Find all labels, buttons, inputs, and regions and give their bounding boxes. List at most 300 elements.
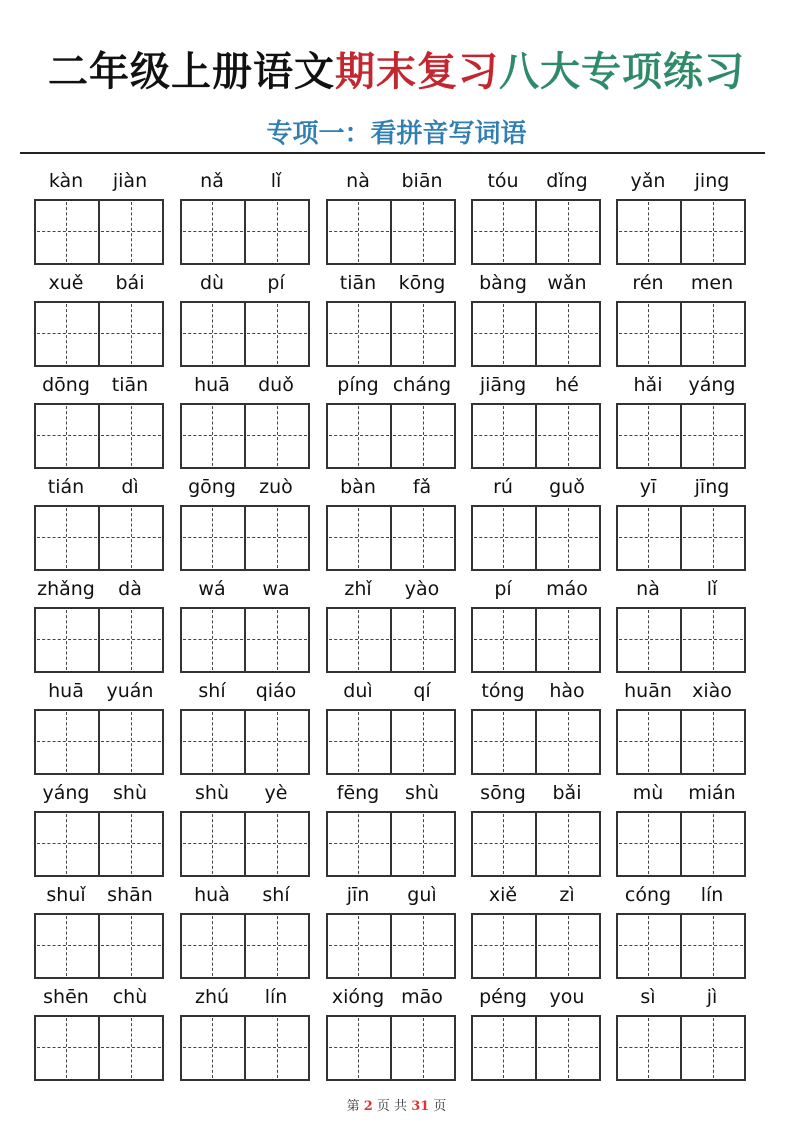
page-footer [0, 1095, 793, 1114]
pinyin-syllable: zhú [194, 986, 230, 1008]
guide-dashed-line [66, 202, 67, 262]
box-divider [98, 1017, 100, 1079]
box-divider [535, 915, 537, 977]
word-item [471, 165, 601, 267]
word-item [616, 777, 746, 879]
guide-dashed-line [212, 610, 213, 670]
guide-dashed-line [37, 231, 97, 232]
tianzige-writing-boxes[interactable] [471, 913, 601, 979]
tianzige-writing-boxes[interactable] [180, 505, 310, 571]
word-item [34, 471, 164, 573]
pinyin-syllable: mù [632, 782, 664, 804]
box-divider [244, 711, 246, 773]
word-item [34, 981, 164, 1083]
pinyin-syllable: tóu [487, 170, 519, 192]
guide-dashed-line [648, 202, 649, 262]
guide-dashed-line [212, 406, 213, 466]
pinyin-syllable: máo [546, 578, 588, 600]
box-divider [244, 813, 246, 875]
pinyin-syllable: zhǐ [344, 578, 372, 600]
word-item [471, 573, 601, 675]
guide-dashed-line [277, 406, 278, 466]
guide-dashed-line [503, 1018, 504, 1078]
pinyin-syllable: mián [688, 782, 736, 804]
box-divider [390, 915, 392, 977]
pinyin-syllable: jīng [694, 476, 730, 498]
guide-dashed-line [503, 610, 504, 670]
guide-dashed-line [648, 712, 649, 772]
tianzige-writing-boxes[interactable] [471, 301, 601, 367]
guide-dashed-line [423, 916, 424, 976]
guide-dashed-line [212, 304, 213, 364]
pinyin-syllable: biān [401, 170, 443, 192]
guide-dashed-line [358, 202, 359, 262]
word-item [616, 267, 746, 369]
guide-dashed-line [37, 945, 97, 946]
guide-dashed-line [648, 916, 649, 976]
guide-dashed-line [66, 916, 67, 976]
guide-dashed-line [37, 435, 97, 436]
box-divider [244, 507, 246, 569]
box-divider [390, 609, 392, 671]
pinyin-syllable: kàn [48, 170, 84, 192]
pinyin-syllable: dì [121, 476, 139, 498]
guide-dashed-line [474, 639, 534, 640]
guide-dashed-line [329, 945, 389, 946]
word-item [326, 573, 456, 675]
guide-dashed-line [358, 712, 359, 772]
tianzige-writing-boxes[interactable] [471, 199, 601, 265]
box-divider [680, 1017, 682, 1079]
pinyin-syllable: wǎn [547, 272, 587, 294]
word-item [180, 879, 310, 981]
pinyin-syllable: tián [47, 476, 85, 498]
tianzige-writing-boxes[interactable] [616, 505, 746, 571]
word-item [180, 675, 310, 777]
guide-dashed-line [423, 304, 424, 364]
pinyin-syllable: lín [264, 986, 288, 1008]
box-divider [535, 201, 537, 263]
pinyin-syllable: chù [112, 986, 148, 1008]
pinyin-syllable: xióng [331, 986, 385, 1008]
tianzige-writing-boxes[interactable] [616, 199, 746, 265]
box-divider [680, 201, 682, 263]
guide-dashed-line [66, 508, 67, 568]
pinyin-syllable: jing [694, 170, 730, 192]
guide-dashed-line [131, 916, 132, 976]
pinyin-syllable: guì [407, 884, 437, 906]
tianzige-writing-boxes[interactable] [326, 403, 456, 469]
box-divider [680, 507, 682, 569]
tianzige-writing-boxes[interactable] [471, 607, 601, 673]
guide-dashed-line [358, 508, 359, 568]
guide-dashed-line [423, 814, 424, 874]
box-divider [535, 711, 537, 773]
pinyin-syllable: shù [405, 782, 439, 804]
guide-dashed-line [568, 916, 569, 976]
word-item [326, 471, 456, 573]
guide-dashed-line [568, 610, 569, 670]
guide-dashed-line [212, 1018, 213, 1078]
guide-dashed-line [277, 1018, 278, 1078]
pinyin-syllable: fēng [336, 782, 380, 804]
word-item [326, 879, 456, 981]
guide-dashed-line [212, 508, 213, 568]
pinyin-syllable: xiě [488, 884, 518, 906]
guide-dashed-line [358, 1018, 359, 1078]
guide-dashed-line [37, 639, 97, 640]
guide-dashed-line [648, 610, 649, 670]
tianzige-writing-boxes[interactable] [471, 709, 601, 775]
word-item [34, 777, 164, 879]
pinyin-syllable: nà [346, 170, 370, 192]
pinyin-syllable: zuò [259, 476, 293, 498]
tianzige-writing-boxes[interactable] [471, 1015, 601, 1081]
pinyin-syllable: wá [198, 578, 226, 600]
pinyin-syllable: sōng [480, 782, 526, 804]
guide-dashed-line [423, 406, 424, 466]
tianzige-writing-boxes[interactable] [326, 811, 456, 877]
guide-dashed-line [358, 406, 359, 466]
pinyin-syllable: yào [404, 578, 440, 600]
pinyin-syllable: kōng [398, 272, 446, 294]
pinyin-syllable: rén [632, 272, 664, 294]
guide-dashed-line [619, 231, 679, 232]
tianzige-writing-boxes[interactable] [34, 301, 164, 367]
guide-dashed-line [423, 1018, 424, 1078]
box-divider [390, 201, 392, 263]
divider-line [20, 152, 765, 154]
guide-dashed-line [503, 814, 504, 874]
pinyin-syllable: gōng [188, 476, 236, 498]
guide-dashed-line [474, 333, 534, 334]
pinyin-syllable: māo [401, 986, 443, 1008]
guide-dashed-line [713, 712, 714, 772]
word-item [180, 573, 310, 675]
tianzige-writing-boxes[interactable] [34, 913, 164, 979]
word-item [326, 165, 456, 267]
pinyin-syllable: péng [479, 986, 527, 1008]
footer-total-pages: 31 [411, 1099, 430, 1114]
guide-dashed-line [329, 741, 389, 742]
pinyin-syllable: tiān [111, 374, 149, 396]
pinyin-syllable: men [690, 272, 734, 294]
guide-dashed-line [503, 202, 504, 262]
word-item [616, 471, 746, 573]
box-divider [98, 405, 100, 467]
pinyin-syllable: shù [113, 782, 147, 804]
box-divider [98, 813, 100, 875]
tianzige-writing-boxes[interactable] [34, 709, 164, 775]
guide-dashed-line [568, 712, 569, 772]
pinyin-syllable: huā [194, 374, 230, 396]
title-part-black: 二年级上册语文 [48, 48, 335, 95]
guide-dashed-line [183, 231, 243, 232]
footer-suffix: 页 [433, 1099, 447, 1114]
tianzige-writing-boxes[interactable] [616, 709, 746, 775]
pinyin-syllable: rú [493, 476, 513, 498]
pinyin-syllable: jīn [346, 884, 370, 906]
guide-dashed-line [503, 508, 504, 568]
pinyin-syllable: guǒ [549, 476, 585, 498]
guide-dashed-line [212, 814, 213, 874]
tianzige-writing-boxes[interactable] [34, 607, 164, 673]
guide-dashed-line [183, 333, 243, 334]
word-item [616, 981, 746, 1083]
tianzige-writing-boxes[interactable] [180, 301, 310, 367]
tianzige-writing-boxes[interactable] [616, 301, 746, 367]
word-item [180, 165, 310, 267]
tianzige-writing-boxes[interactable] [326, 709, 456, 775]
tianzige-writing-boxes[interactable] [34, 403, 164, 469]
pinyin-syllable: cháng [392, 374, 452, 396]
pinyin-syllable: lǐ [270, 170, 282, 192]
guide-dashed-line [619, 639, 679, 640]
guide-dashed-line [329, 435, 389, 436]
pinyin-syllable: yuán [106, 680, 154, 702]
footer-page-number: 2 [363, 1099, 373, 1114]
pinyin-syllable: fǎ [412, 476, 432, 498]
guide-dashed-line [619, 537, 679, 538]
word-item [34, 369, 164, 471]
box-divider [244, 609, 246, 671]
guide-dashed-line [568, 202, 569, 262]
word-item [616, 675, 746, 777]
word-item [616, 879, 746, 981]
guide-dashed-line [277, 610, 278, 670]
word-item [471, 471, 601, 573]
guide-dashed-line [423, 508, 424, 568]
guide-dashed-line [277, 202, 278, 262]
box-divider [535, 609, 537, 671]
tianzige-writing-boxes[interactable] [34, 505, 164, 571]
guide-dashed-line [474, 843, 534, 844]
pinyin-syllable: qiáo [255, 680, 297, 702]
tianzige-writing-boxes[interactable] [180, 607, 310, 673]
box-divider [535, 507, 537, 569]
tianzige-writing-boxes[interactable] [180, 1015, 310, 1081]
word-item [326, 777, 456, 879]
guide-dashed-line [474, 945, 534, 946]
box-divider [98, 303, 100, 365]
pinyin-syllable: bǎi [552, 782, 582, 804]
tianzige-writing-boxes[interactable] [471, 403, 601, 469]
word-item [180, 777, 310, 879]
pinyin-syllable: zhǎng [37, 578, 95, 600]
word-item [471, 369, 601, 471]
guide-dashed-line [503, 916, 504, 976]
tianzige-writing-boxes[interactable] [326, 913, 456, 979]
guide-dashed-line [66, 814, 67, 874]
guide-dashed-line [474, 741, 534, 742]
box-divider [680, 813, 682, 875]
guide-dashed-line [568, 1018, 569, 1078]
pinyin-syllable: bàng [479, 272, 527, 294]
pinyin-syllable: qí [413, 680, 431, 702]
guide-dashed-line [358, 916, 359, 976]
page-title [0, 40, 793, 97]
pinyin-syllable: pí [494, 578, 512, 600]
pinyin-syllable: shēn [43, 986, 89, 1008]
pinyin-syllable: shuǐ [46, 884, 86, 906]
guide-dashed-line [37, 843, 97, 844]
word-item [471, 879, 601, 981]
tianzige-writing-boxes[interactable] [471, 811, 601, 877]
guide-dashed-line [131, 202, 132, 262]
word-item [180, 981, 310, 1083]
tianzige-writing-boxes[interactable] [616, 403, 746, 469]
box-divider [680, 303, 682, 365]
tianzige-writing-boxes[interactable] [616, 913, 746, 979]
box-divider [244, 1017, 246, 1079]
pinyin-syllable: yáng [42, 782, 90, 804]
guide-dashed-line [503, 712, 504, 772]
guide-dashed-line [358, 610, 359, 670]
guide-dashed-line [37, 741, 97, 742]
tianzige-writing-boxes[interactable] [34, 811, 164, 877]
guide-dashed-line [37, 537, 97, 538]
guide-dashed-line [183, 945, 243, 946]
pinyin-syllable: zì [559, 884, 575, 906]
tianzige-writing-boxes[interactable] [34, 1015, 164, 1081]
tianzige-writing-boxes[interactable] [616, 1015, 746, 1081]
pinyin-syllable: shí [262, 884, 290, 906]
pinyin-syllable: lǐ [706, 578, 718, 600]
tianzige-writing-boxes[interactable] [180, 403, 310, 469]
word-item [326, 675, 456, 777]
guide-dashed-line [277, 814, 278, 874]
guide-dashed-line [66, 406, 67, 466]
tianzige-writing-boxes[interactable] [326, 505, 456, 571]
guide-dashed-line [37, 333, 97, 334]
tianzige-writing-boxes[interactable] [180, 811, 310, 877]
pinyin-syllable: tóng [481, 680, 525, 702]
box-divider [244, 915, 246, 977]
guide-dashed-line [183, 639, 243, 640]
word-item [471, 981, 601, 1083]
guide-dashed-line [66, 610, 67, 670]
word-item [616, 165, 746, 267]
guide-dashed-line [503, 304, 504, 364]
guide-dashed-line [358, 814, 359, 874]
guide-dashed-line [183, 537, 243, 538]
footer-prefix: 第 [346, 1099, 360, 1114]
word-item [180, 369, 310, 471]
pinyin-syllable: wa [262, 578, 290, 600]
guide-dashed-line [131, 814, 132, 874]
guide-dashed-line [648, 406, 649, 466]
guide-dashed-line [329, 537, 389, 538]
box-divider [244, 201, 246, 263]
pinyin-syllable: shí [198, 680, 226, 702]
guide-dashed-line [329, 843, 389, 844]
pinyin-syllable: nà [636, 578, 660, 600]
tianzige-writing-boxes[interactable] [326, 301, 456, 367]
pinyin-syllable: tiān [339, 272, 377, 294]
guide-dashed-line [713, 508, 714, 568]
guide-dashed-line [648, 1018, 649, 1078]
pinyin-syllable: jì [706, 986, 718, 1008]
pinyin-syllable: sì [640, 986, 656, 1008]
box-divider [680, 711, 682, 773]
word-item [471, 675, 601, 777]
tianzige-writing-boxes[interactable] [326, 607, 456, 673]
title-part-green: 八大专项练习 [499, 48, 745, 95]
guide-dashed-line [648, 814, 649, 874]
title-part-red: 期末复习 [335, 48, 499, 95]
pinyin-syllable: yè [264, 782, 288, 804]
box-divider [390, 507, 392, 569]
guide-dashed-line [131, 508, 132, 568]
guide-dashed-line [713, 406, 714, 466]
tianzige-writing-boxes[interactable] [34, 199, 164, 265]
word-item [34, 879, 164, 981]
guide-dashed-line [131, 712, 132, 772]
box-divider [390, 1017, 392, 1079]
guide-dashed-line [131, 304, 132, 364]
pinyin-syllable: duì [343, 680, 373, 702]
guide-dashed-line [131, 610, 132, 670]
tianzige-writing-boxes[interactable] [326, 1015, 456, 1081]
pinyin-syllable: yáng [688, 374, 736, 396]
guide-dashed-line [277, 916, 278, 976]
guide-dashed-line [277, 508, 278, 568]
box-divider [535, 303, 537, 365]
guide-dashed-line [713, 202, 714, 262]
tianzige-writing-boxes[interactable] [471, 505, 601, 571]
box-divider [98, 609, 100, 671]
pinyin-syllable: shù [195, 782, 229, 804]
tianzige-writing-boxes[interactable] [180, 913, 310, 979]
box-divider [680, 609, 682, 671]
tianzige-writing-boxes[interactable] [616, 607, 746, 673]
guide-dashed-line [183, 435, 243, 436]
guide-dashed-line [183, 843, 243, 844]
box-divider [98, 915, 100, 977]
pinyin-syllable: bàn [340, 476, 376, 498]
word-item [34, 675, 164, 777]
pinyin-syllable: dǐng [546, 170, 588, 192]
guide-dashed-line [37, 1047, 97, 1048]
pinyin-syllable: pí [267, 272, 285, 294]
footer-middle: 页 共 [376, 1099, 408, 1114]
guide-dashed-line [212, 202, 213, 262]
pinyin-syllable: xuě [48, 272, 84, 294]
word-item [471, 267, 601, 369]
tianzige-writing-boxes[interactable] [616, 811, 746, 877]
tianzige-writing-boxes[interactable] [180, 199, 310, 265]
pinyin-syllable: huā [48, 680, 84, 702]
guide-dashed-line [277, 304, 278, 364]
guide-dashed-line [474, 537, 534, 538]
guide-dashed-line [713, 610, 714, 670]
guide-dashed-line [66, 1018, 67, 1078]
box-divider [98, 201, 100, 263]
tianzige-writing-boxes[interactable] [326, 199, 456, 265]
guide-dashed-line [474, 435, 534, 436]
box-divider [390, 813, 392, 875]
section-subtitle: 专项一：看拼音写词语 [266, 119, 527, 149]
pinyin-syllable: huān [624, 680, 672, 702]
guide-dashed-line [713, 1018, 714, 1078]
guide-dashed-line [474, 231, 534, 232]
tianzige-writing-boxes[interactable] [180, 709, 310, 775]
word-item [326, 267, 456, 369]
guide-dashed-line [329, 1047, 389, 1048]
guide-dashed-line [619, 741, 679, 742]
guide-dashed-line [329, 639, 389, 640]
word-item [34, 573, 164, 675]
